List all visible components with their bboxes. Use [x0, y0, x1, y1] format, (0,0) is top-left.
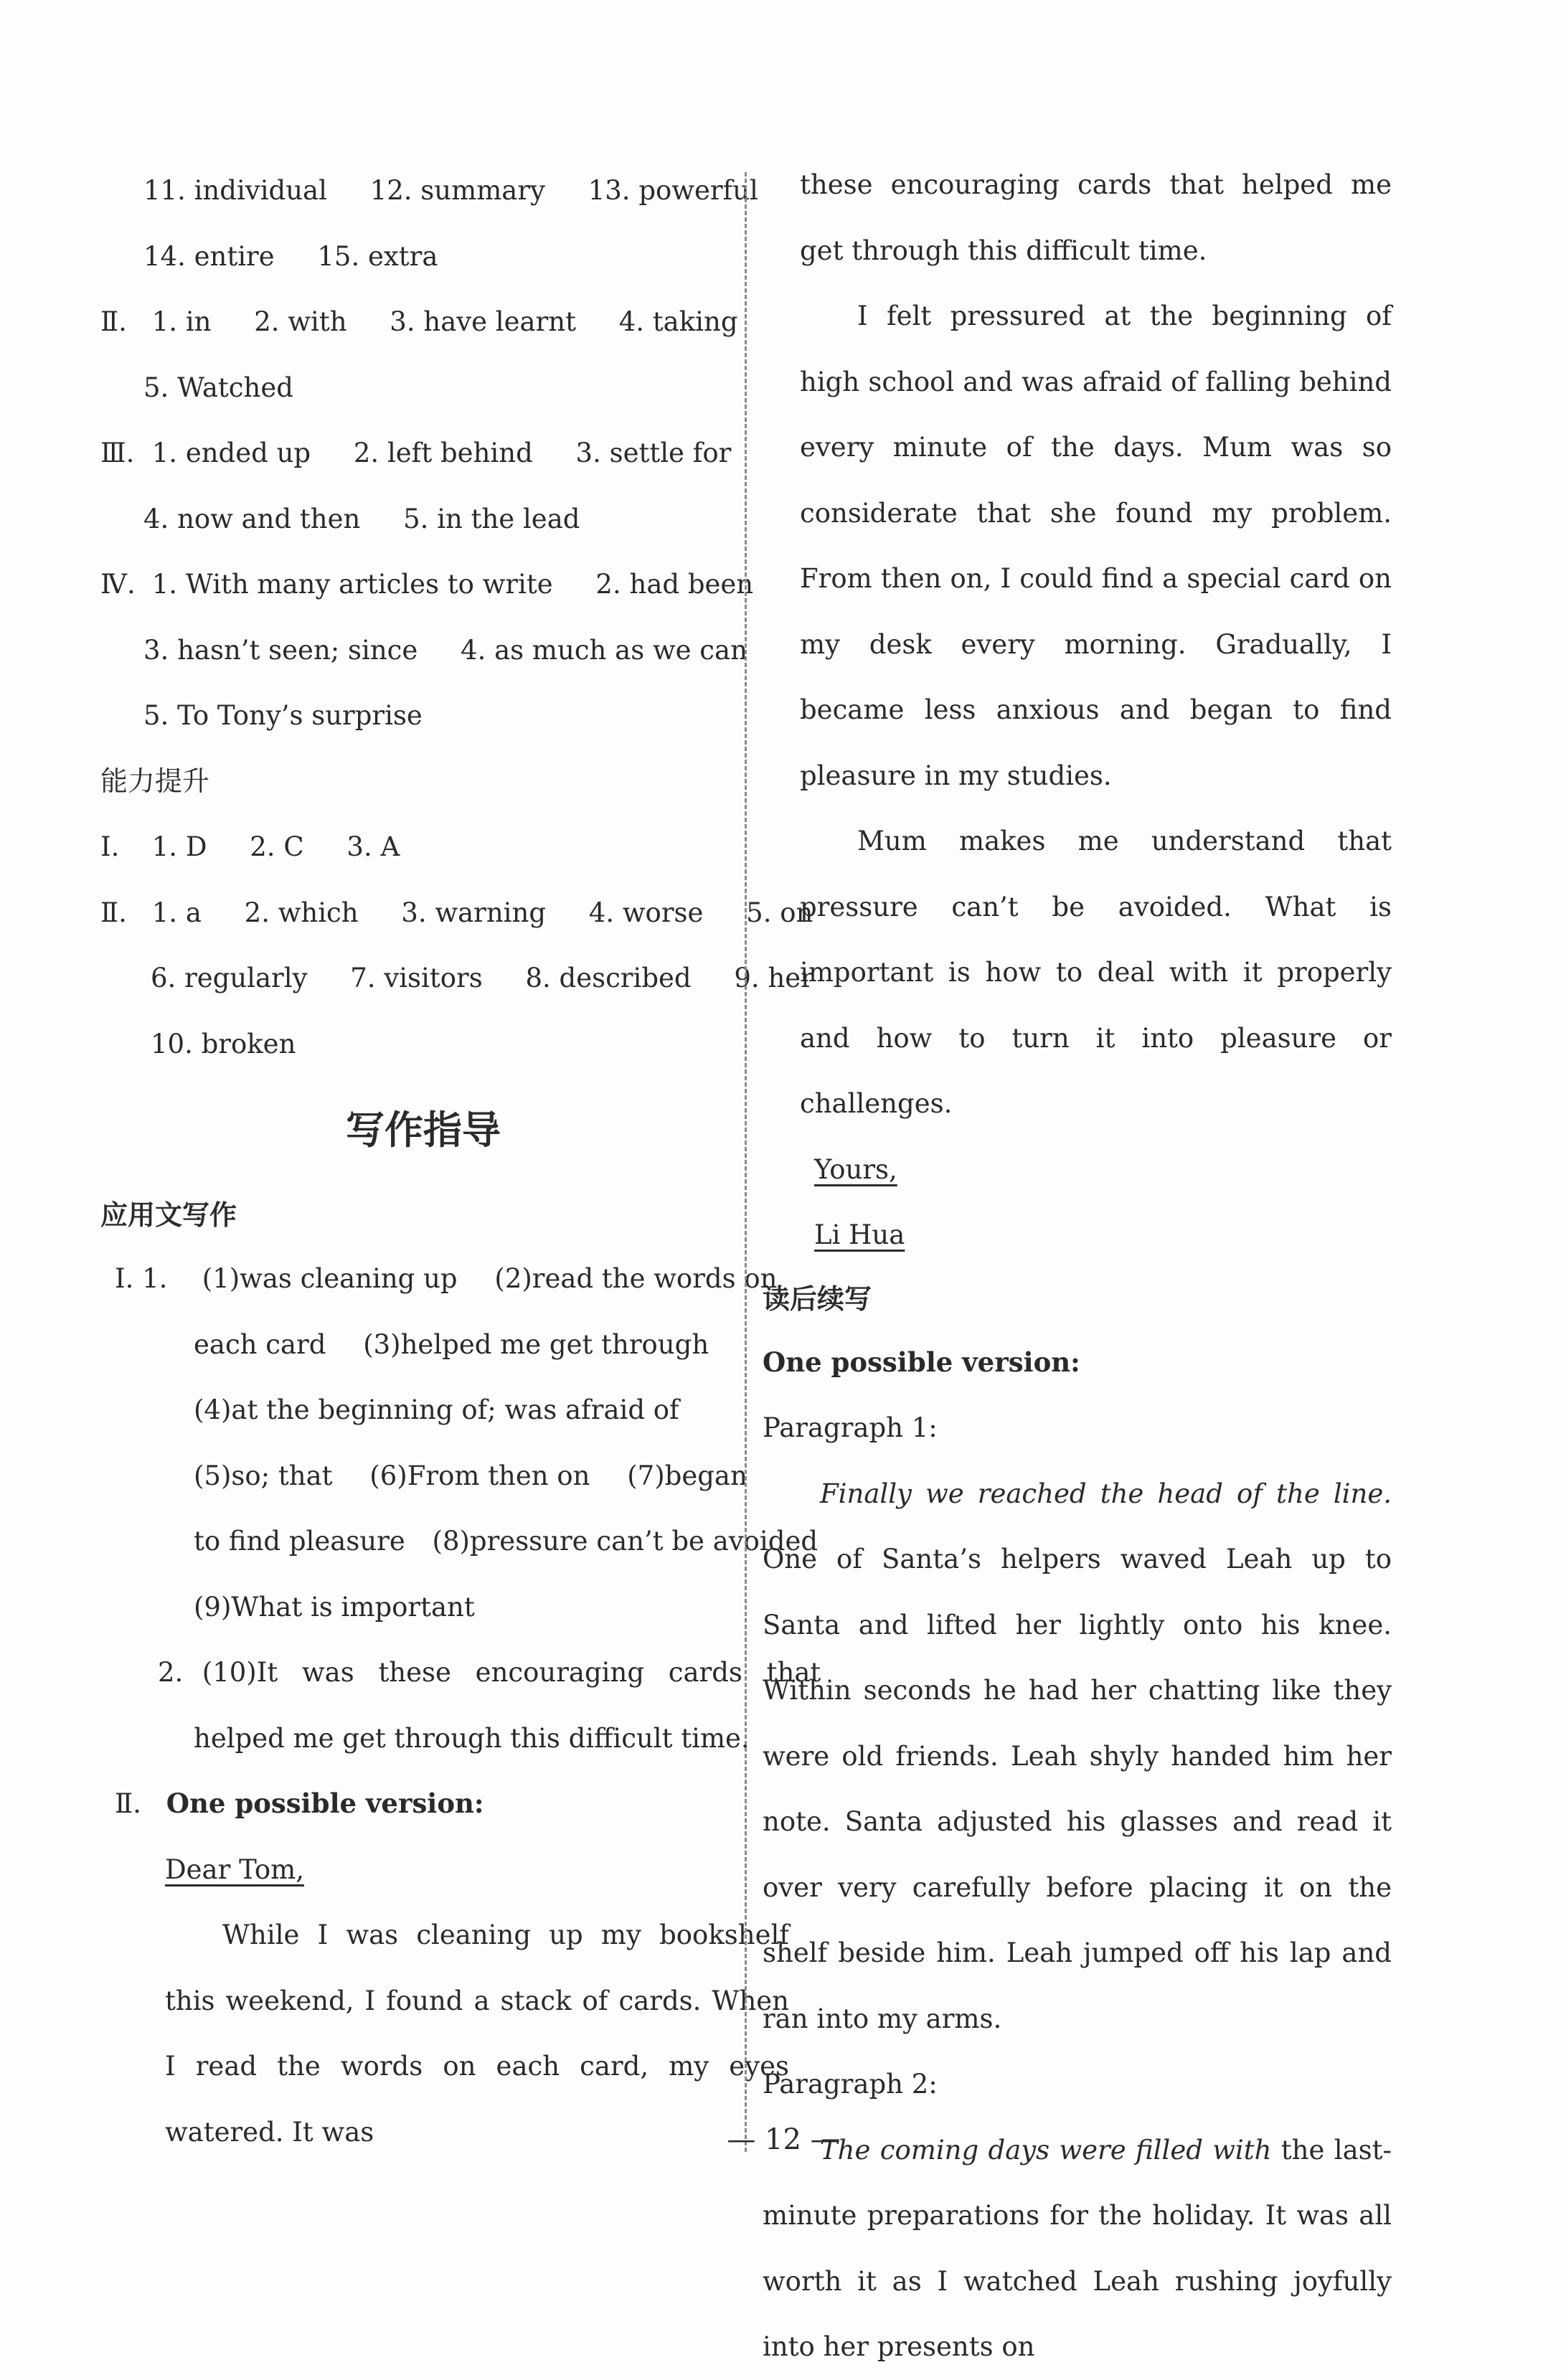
writing-2-header: [100, 1771, 746, 1837]
writing-1-line-4: [100, 1443, 746, 1509]
answer-item: 5. on: [746, 897, 813, 928]
applied-writing-title: 应用文写作: [100, 1199, 237, 1231]
letter-paragraph-3: Mum makes me understand that pressure can’t be avoided. What is important is how to deal with it properly and how to turn it into pleasure or challenges.: [800, 826, 1392, 1119]
vocab-row-2: [100, 224, 746, 290]
answer-item: each card: [194, 1328, 326, 1360]
section-label: Ⅰ.: [100, 831, 120, 862]
answer-item: (9)What is important: [194, 1591, 475, 1623]
given-opening: The coming days were filled with: [820, 2134, 1272, 2166]
answer-item: 4. now and then: [143, 503, 361, 534]
answer-item: 12. summary: [369, 175, 545, 206]
section-label: Ⅲ.: [100, 438, 135, 468]
answer-item: 2. which: [244, 897, 359, 928]
answer-item: 11. individual: [143, 175, 327, 206]
answer-item: 15. extra: [317, 240, 438, 272]
continuation-paragraph-1: [757, 1461, 1420, 2052]
ability-2-row-2: [100, 945, 813, 1011]
continuation-title: 读后续写: [763, 1283, 872, 1315]
answer-item: 1. in: [151, 306, 212, 337]
answer-item: (7)began: [627, 1460, 747, 1491]
answer-item: 1. ended up: [151, 438, 311, 468]
writing-guide-title: 写作指导: [346, 1108, 501, 1153]
answer-item: 9. her: [734, 963, 813, 993]
paragraph-text: One of Santa’s helpers waved Leah up to Santa and lifted her lightly onto his knee. Within seconds he had her chatting like they were old friends. Leah shyly handed him her note. Santa adjusted his glasses and read it over very carefully before placing it on the shelf beside him. Leah jumped off his lap and ran into my arms.: [763, 1544, 1392, 2034]
writing-1-q2-line-1: [100, 1640, 821, 1706]
paragraph-1-label: Paragraph 1:: [763, 1412, 938, 1443]
question-label: 2.: [158, 1657, 184, 1688]
section-label: Ⅱ.: [115, 1788, 141, 1819]
answer-item: (2)read the words on: [494, 1263, 778, 1294]
right-column: [757, 152, 1420, 2380]
continuation-version-title: One possible version:: [763, 1346, 1080, 1378]
answer-item: (8)pressure can’t be avoided: [432, 1526, 819, 1557]
answer-item: 4. as much as we can: [461, 634, 747, 666]
answer-text: (10)It was these encouraging cards that: [202, 1657, 821, 1688]
answer-item: (6)From then on: [369, 1460, 590, 1491]
answer-item: 1. With many articles to write: [151, 569, 553, 600]
letter-paragraph-1: While I was cleaning up my bookshelf this weekend, I found a stack of cards. When I read the words on each card, my eyes watered. It was: [165, 1919, 789, 2148]
writing-1-q2-line-2: [100, 1706, 750, 1772]
ability-title: 能力提升: [100, 765, 210, 797]
ability-1-row: [100, 814, 746, 880]
answer-item: (1)was cleaning up: [202, 1263, 458, 1294]
ability-2-row-3: [100, 1011, 746, 1077]
writing-1-line-1: [100, 1246, 778, 1312]
answer-item: 7. visitors: [350, 963, 483, 993]
answer-text: helped me get through this difficult time.: [194, 1722, 750, 1754]
section-4-row-2: [100, 618, 746, 684]
question-label: Ⅰ. 1.: [115, 1263, 168, 1294]
answer-item: 2. with: [254, 306, 347, 337]
answer-item: 13. powerful: [588, 175, 758, 206]
writing-1-line-5: [100, 1508, 819, 1574]
writing-1-line-2: [100, 1312, 746, 1378]
answer-item: 3. warning: [401, 897, 547, 928]
answer-item: to find pleasure: [194, 1526, 405, 1557]
answer-item: 2. C: [250, 831, 304, 862]
answer-item: 10. broken: [151, 1028, 296, 1059]
answer-item: 8. described: [525, 963, 692, 993]
answer-item: 3. settle for: [575, 438, 732, 468]
salutation: [100, 1837, 746, 1903]
section-label: Ⅳ.: [100, 569, 136, 600]
answer-item: 6. regularly: [151, 963, 308, 993]
answer-item: 5. To Tony’s surprise: [143, 700, 423, 731]
letter-closing: [757, 1137, 1420, 1203]
letter-signature: [757, 1202, 1420, 1268]
paragraph-text: the last-minute preparations for the holiday. It was all worth it as I watched Leah rushing joyfully into her presents on: [763, 2134, 1392, 2362]
section-4-row-3: [100, 683, 746, 749]
writing-1-line-3: [100, 1377, 746, 1443]
writing-1-line-6: [100, 1574, 746, 1640]
section-2-row-2: [100, 355, 746, 421]
closing-text: Yours,: [814, 1153, 897, 1185]
answer-item: 2. had been: [595, 569, 754, 600]
letter-paragraph-1-continued: these encouraging cards that helped me get through this difficult time.: [800, 169, 1392, 266]
answer-item: 4. worse: [588, 897, 704, 928]
version-title: One possible version:: [166, 1788, 484, 1819]
answer-item: 2. left behind: [353, 438, 533, 468]
answer-item: 4. taking: [618, 306, 738, 337]
answer-item: 3. hasn’t seen; since: [143, 634, 418, 666]
section-label: Ⅱ.: [100, 897, 127, 928]
salutation-text: Dear Tom,: [165, 1854, 304, 1885]
letter-paragraph-2: I felt pressured at the beginning of high school and was afraid of falling behind every minute of the days. Mum was so considerate that she found my problem. From then on, I could find a special card on my desk every morning. Gradually, I became less anxious and began to find pleasure in my studies.: [800, 301, 1392, 791]
continuation-paragraph-2: [757, 2117, 1420, 2380]
vocab-row-1: [100, 158, 758, 224]
answer-item: 1. D: [151, 831, 207, 862]
section-2-row-1: [100, 289, 746, 355]
section-3-row-2: [100, 486, 746, 552]
answer-item: 1. a: [151, 897, 202, 928]
answer-item: 5. in the lead: [403, 503, 580, 534]
column-divider: [745, 172, 747, 2152]
signature-text: Li Hua: [814, 1219, 905, 1250]
answer-item: 3. A: [346, 831, 400, 862]
answer-item: (4)at the beginning of; was afraid of: [194, 1394, 679, 1425]
section-4-row-1: [100, 552, 754, 618]
answer-item: (5)so; that: [194, 1460, 333, 1491]
section-3-row-1: [100, 420, 746, 486]
section-label: Ⅱ.: [100, 306, 127, 337]
ability-2-row-1: [100, 880, 813, 946]
given-opening: Finally we reached the head of the line.: [820, 1478, 1392, 1509]
answer-item: 14. entire: [143, 240, 275, 272]
answer-item: (3)helped me get through: [363, 1328, 709, 1360]
paragraph-2-label: Paragraph 2:: [763, 2069, 938, 2100]
answer-item: 5. Watched: [143, 372, 293, 403]
page-number: — 12 —: [727, 2123, 839, 2156]
answer-item: 3. have learnt: [390, 306, 576, 337]
